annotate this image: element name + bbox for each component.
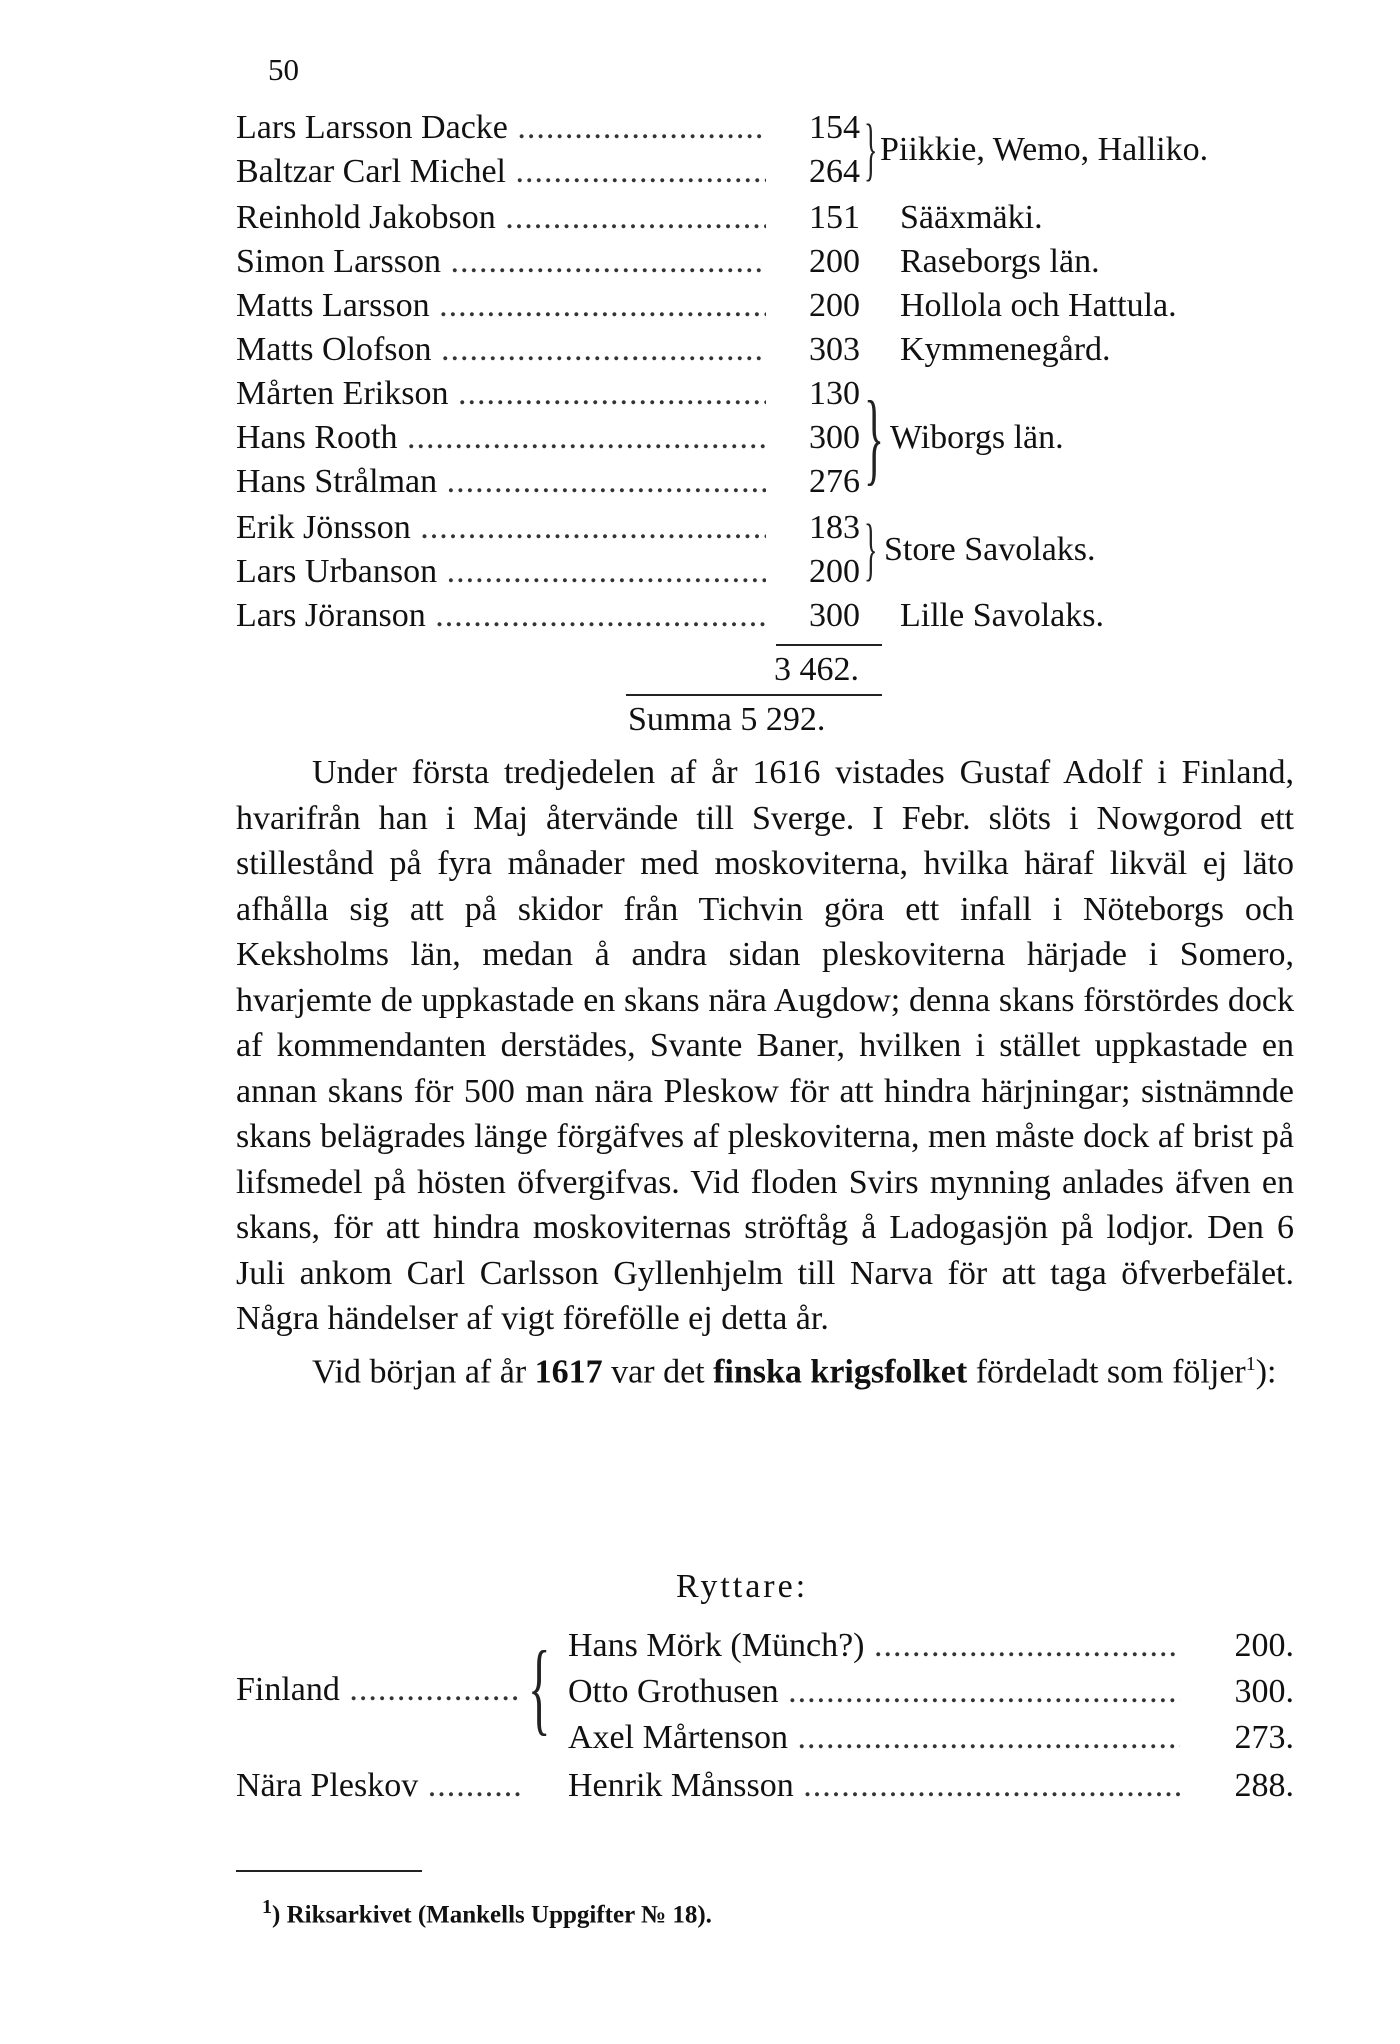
sum-rule bbox=[776, 644, 882, 646]
officer-name: Simon Larsson ..... bbox=[236, 240, 766, 284]
region-label: Finland ..... bbox=[236, 1668, 520, 1712]
table-row bbox=[0, 1624, 1400, 1668]
list-item bbox=[236, 594, 1236, 638]
officer-place: Lille Savolaks. bbox=[900, 597, 1104, 634]
summa-label: Summa bbox=[628, 701, 732, 738]
paragraph: Under första tredjedelen af år 1616 vistades Gustaf Adolf i Finland, hvarifrån han i Maj återvände till Sverge. I Febr. slöts i Nowgorod ett stillestånd på fyra månader med moskoviterna, hvilka häraf likväl ej läto afhålla sig att på skidor från Tichvin göra ett infall i Nöteborgs och Keksholms län, medan å andra sidan pleskoviterna härjade i Somero, hvarjemte de uppkastade en skans nära Augdow; denna skans förstördes dock af kommendanten derstädes, Svante Baner, hvilken i stället uppkastade en annan skans för 500 man nära Pleskow för att hindra härjningar; sistnämnde skans belägrades länge förgäfves af pleskoviterna, men måste dock af brist på lifsmedel på hösten öfvergifvas. Vid floden Svirs mynning anlades äfven en skans, för att hindra moskoviternas ströftåg å Ladogasjön på lodjor. Den 6 Juli ankom Carl Carlsson Gyllenhjelm till Narva för att taga öfverbefälet. Några händelser af vigt förefölle ej detta år. bbox=[236, 754, 1294, 1337]
table-row bbox=[0, 1670, 1400, 1714]
officer-count: 264 bbox=[809, 153, 860, 190]
list-item bbox=[236, 240, 1236, 284]
officer-place: Hollola och Hattula. bbox=[900, 287, 1177, 324]
officer-place: Sääxmäki. bbox=[900, 199, 1043, 236]
brace: { bbox=[528, 1630, 551, 1745]
page-number: 50 bbox=[268, 52, 299, 87]
officer-count: 183 bbox=[809, 509, 860, 546]
officer-name: Lars Urbanson ..... bbox=[236, 550, 766, 594]
rider-count: 300. bbox=[1234, 1673, 1294, 1710]
footnote-rule bbox=[236, 1870, 422, 1872]
summa-line bbox=[628, 698, 825, 742]
region-label: Nära Pleskov ..... bbox=[236, 1764, 520, 1808]
sum-rule bbox=[626, 694, 882, 696]
officer-name: Mårten Erikson ..... bbox=[236, 372, 766, 416]
rider-name: Henrik Månsson ..... bbox=[568, 1764, 1180, 1808]
officer-name: Matts Larsson ..... bbox=[236, 284, 766, 328]
list-item bbox=[236, 328, 1236, 372]
officer-place: Kymmenegård. bbox=[900, 331, 1111, 368]
group-place: Wiborgs län. bbox=[890, 419, 1064, 456]
list-item bbox=[236, 416, 1236, 460]
paragraph: Vid början af år 1617 var det finska krigsfolket fördeladt som följer$^1$): bbox=[312, 1352, 1277, 1390]
table-row bbox=[0, 1764, 1400, 1808]
brace: } bbox=[864, 380, 884, 495]
officer-count: 200 bbox=[809, 287, 860, 324]
officer-name: Baltzar Carl Michel ..... bbox=[236, 150, 766, 194]
officer-count: 200 bbox=[809, 243, 860, 280]
rider-count: 200. bbox=[1234, 1627, 1294, 1664]
officer-name: Reinhold Jakobson ..... bbox=[236, 196, 766, 240]
officer-count: 303 bbox=[809, 331, 860, 368]
section-heading: Ryttare: bbox=[676, 1568, 809, 1605]
list-item bbox=[236, 460, 1236, 504]
officer-count: 154 bbox=[809, 109, 860, 146]
list-item bbox=[236, 372, 1236, 416]
rider-count: 288. bbox=[1234, 1767, 1294, 1804]
brace: } bbox=[864, 511, 878, 588]
group-place: Piikkie, Wemo, Halliko. bbox=[880, 131, 1209, 168]
rider-name: Hans Mörk (Münch?) ..... bbox=[568, 1624, 1180, 1668]
rider-name: Otto Grothusen ..... bbox=[568, 1670, 1180, 1714]
officer-count: 300 bbox=[809, 597, 860, 634]
officer-count: 276 bbox=[809, 463, 860, 500]
list-item bbox=[236, 284, 1236, 328]
officer-count: 300 bbox=[809, 419, 860, 456]
body-text bbox=[236, 750, 1294, 1394]
officer-count: 200 bbox=[809, 553, 860, 590]
footnote-mark: 1 bbox=[1245, 1352, 1256, 1375]
officer-name: Lars Larsson Dacke ..... bbox=[236, 106, 766, 150]
rider-count: 273. bbox=[1234, 1719, 1294, 1756]
officer-name: Erik Jönsson ..... bbox=[236, 506, 766, 550]
officer-name: Lars Jöranson ..... bbox=[236, 594, 766, 638]
officer-count: 151 bbox=[809, 199, 860, 236]
officer-name: Matts Olofson ..... bbox=[236, 328, 766, 372]
officer-count: 130 bbox=[809, 375, 860, 412]
brace: } bbox=[864, 111, 878, 188]
rider-name: Axel Mårtenson ..... bbox=[568, 1716, 1180, 1760]
list-item bbox=[236, 196, 1236, 240]
group-place: Store Savolaks. bbox=[884, 531, 1096, 568]
footnote: $^1$) Riksarkivet (Mankells Uppgifter № 18). bbox=[262, 1896, 712, 1929]
officer-name: Hans Strålman ..... bbox=[236, 460, 766, 504]
summa-value: 5 292. bbox=[740, 701, 826, 738]
subtotal: 3 462. bbox=[774, 651, 859, 688]
officer-place: Raseborgs län. bbox=[900, 243, 1100, 280]
table-row bbox=[0, 1716, 1400, 1760]
officer-name: Hans Rooth ..... bbox=[236, 416, 766, 460]
